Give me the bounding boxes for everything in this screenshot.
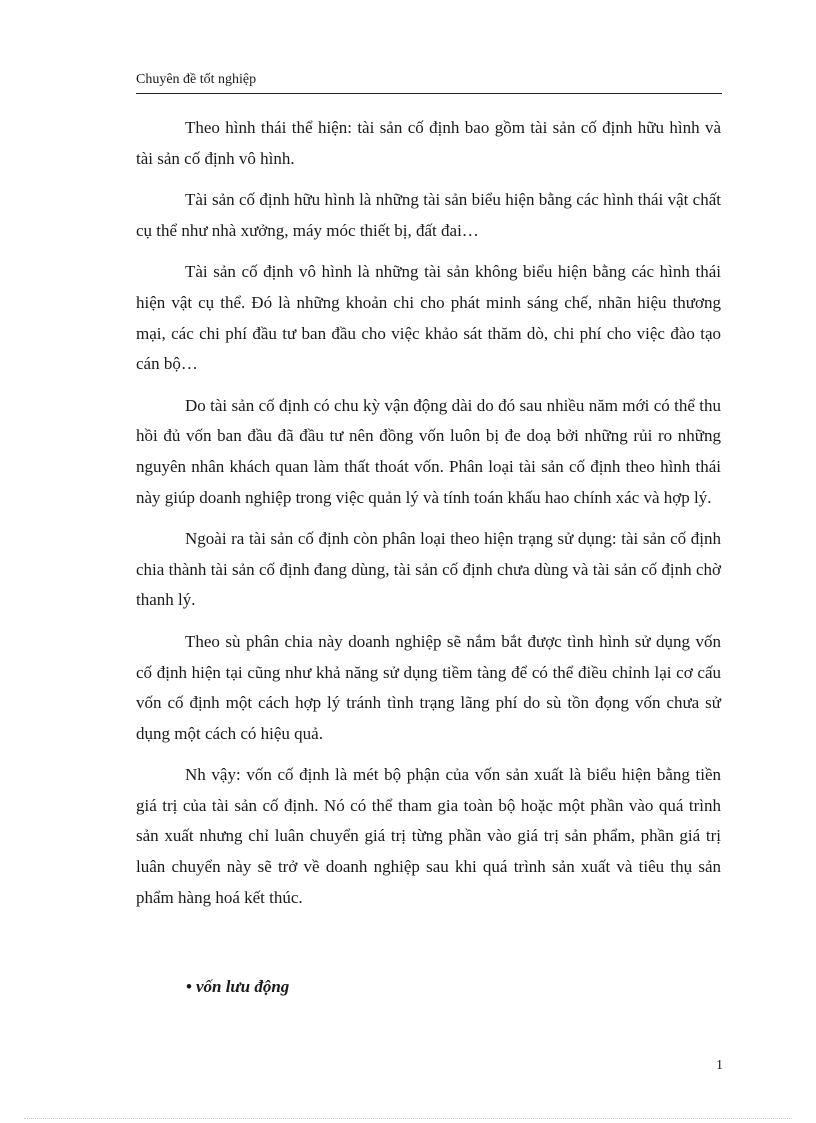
page-header — [136, 71, 722, 94]
paragraph: Theo sù phân chia này doanh nghiệp sẽ nắm bắt được tình hình sử dụng vốn cố định hiện tại cũng như khả năng sử dụng tiềm tàng để có thể điều chỉnh lại cơ cấu vốn cố định một cách hợp lý tránh tình trạng lãng phí do sù tồn đọng vốn chưa sử dụng một cách có hiệu quả. — [136, 631, 721, 743]
page-bottom-divider — [24, 1118, 792, 1119]
header-title: Chuyên đề tốt nghiệp — [136, 72, 257, 87]
bullet-heading — [186, 977, 289, 997]
bullet-heading-text: vốn lưu động — [195, 977, 290, 996]
paragraph: Tài sản cố định vô hình là những tài sản không biểu hiện bằng các hình thái hiện vật cụ thể. Đó là những khoản chi cho phát minh sáng chế, nhãn hiệu thương mại, các chi phí đầu tư ban đầu cho việc khảo sát thăm dò, chi phí cho việc đào tạo cán bộ… — [136, 262, 721, 374]
paragraph: Nh vậy: vốn cố định là mét bộ phận của vốn sản xuất là biểu hiện bằng tiền giá trị của tài sản cố định. Nó có thể tham gia toàn bộ hoặc một phần vào quá trình sản xuất nhưng chỉ luân chuyển giá trị từng phần vào giá trị sản phẩm, phần giá trị luân chuyển này sẽ trở về doanh nghiệp sau khi quá trình sản xuất và tiêu thụ sản phẩm hàng hoá kết thúc. — [136, 765, 721, 907]
page-number: 1 — [716, 1058, 723, 1073]
body-text — [136, 113, 721, 924]
paragraph: Do tài sản cố định có chu kỳ vận động dài do đó sau nhiều năm mới có thể thu hồi đủ vốn ban đầu đã đầu tư nên đồng vốn luôn bị đe doạ bởi những rủi ro những nguyên nhân khách quan làm thất thoát vốn. Phân loại tài sản cố định theo hình thái này giúp doanh nghiệp trong việc quản lý và tính toán khấu hao chính xác và hợp lý. — [136, 395, 721, 507]
paragraph: Theo hình thái thể hiện: tài sản cố định bao gồm tài sản cố định hữu hình và tài sản cố định vô hình. — [136, 118, 721, 168]
paragraph: Tài sản cố định hữu hình là những tài sản biểu hiện bằng các hình thái vật chất cụ thể như nhà xưởng, máy móc thiết bị, đất đai… — [136, 190, 721, 240]
paragraph: Ngoài ra tài sản cố định còn phân loại theo hiện trạng sử dụng: tài sản cố định chia thành tài sản cố định đang dùng, tài sản cố định chưa dùng và tài sản cố định chờ thanh lý. — [136, 529, 721, 610]
bullet-icon: • — [186, 977, 192, 996]
